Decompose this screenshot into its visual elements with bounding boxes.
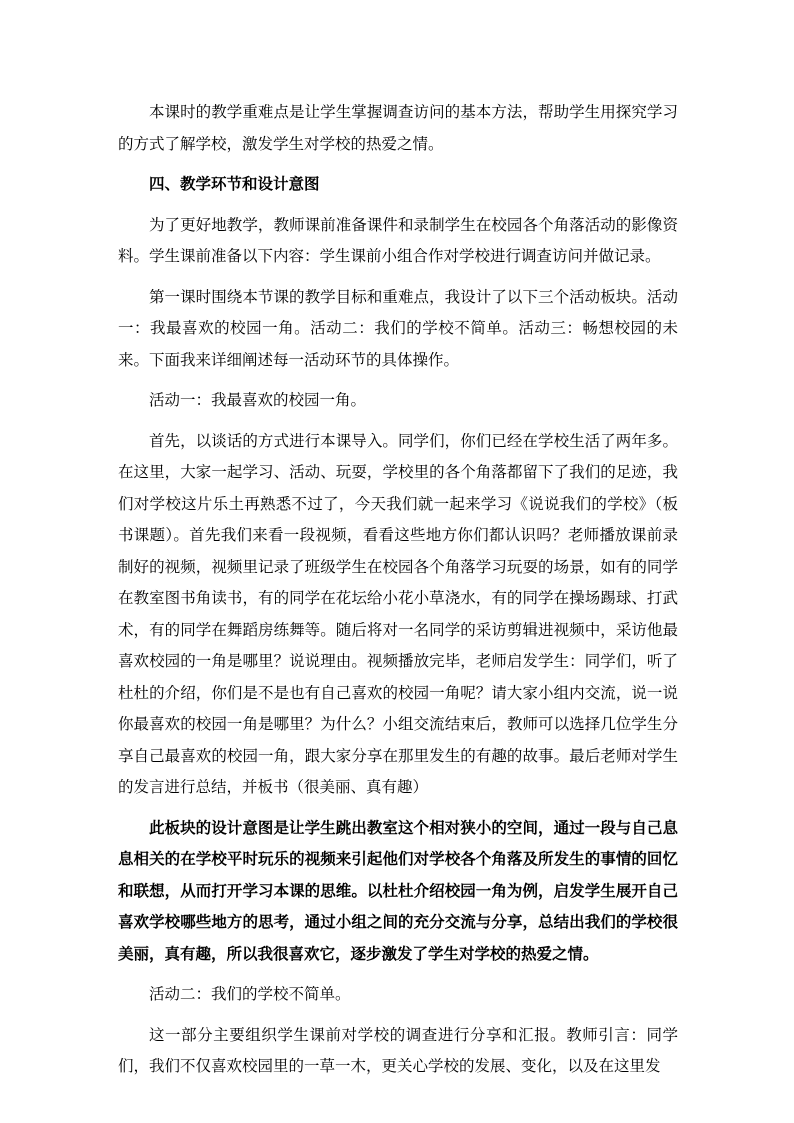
paragraph-design-intent: 此板块的设计意图是让学生跳出教室这个相对狭小的空间，通过一段与自己息息相关的在学校平时玩乐的视频来引起他们对学校各个角落及所发生的事情的回忆和联想，从而打开学习本课的思维。以杜杜介绍校园一角为例，启发学生展开自己喜欢学校哪些地方的思考，通过小组之间的充分交流与分享，总结出我们的学校很美丽，真有趣，所以我很喜欢它，逐步激发了学生对学校的热爱之情。	[118, 818, 678, 963]
paragraph-activity-overview: 第一课时围绕本节课的教学目标和重难点，我设计了以下三个活动板块。活动一：我最喜欢的校园一角。活动二：我们的学校不简单。活动三：畅想校园的未来。下面我来详细阐述每一活动环节的具体操作。	[118, 287, 678, 369]
paragraph-activity-two-title: 活动二：我们的学校不简单。	[149, 985, 351, 1003]
section-heading-teaching-steps: 四、教学环节和设计意图	[149, 175, 320, 193]
paragraph-preparation: 为了更好地教学，教师课前准备课件和录制学生在校园各个角落活动的影像资料。学生课前准备以下内容：学生课前小组合作对学校进行调查访问并做记录。	[118, 215, 678, 265]
document-body	[118, 97, 678, 1083]
paragraph-activity-two-detail: 这一部分主要组织学生课前对学校的调查进行分享和汇报。教师引言：同学们，我们不仅喜欢校园里的一草一木，更关心学校的发展、变化，以及在这里发	[118, 1025, 678, 1075]
paragraph-activity-one-detail: 首先，以谈话的方式进行本课导入。同学们，你们已经在学校生活了两年多。在这里，大家一起学习、活动、玩耍，学校里的各个角落都留下了我们的足迹，我们对学校这片乐土再熟悉不过了，今天我们就一起来学习《说说我们的学校》（板书课题）。首先我们来看一段视频，看看这些地方你们都认识吗？老师播放课前录制好的视频，视频里记录了班级学生在校园各个角落学习玩耍的场景，如有的同学在教室图书角读书，有的同学在花坛给小花小草浇水，有的同学在操场踢球、打武术，有的同学在舞蹈房练舞等。随后将对一名同学的采访剪辑进视频中，采访他最喜欢校园的一角是哪里？说说理由。视频播放完毕，老师启发学生：同学们，听了杜杜的介绍，你们是不是也有自己喜欢的校园一角呢？请大家小组内交流，说一说你最喜欢的校园一角是哪里？为什么？小组交流结束后，教师可以选择几位学生分享自己最喜欢的校园一角，跟大家分享在那里发生的有趣的故事。最后老师对学生的发言进行总结，并板书（很美丽、真有趣）	[118, 431, 678, 796]
paragraph-activity-one-title: 活动一：我最喜欢的校园一角。	[149, 391, 367, 409]
paragraph-teaching-difficulties: 本课时的教学重难点是让学生掌握调查访问的基本方法，帮助学生用探究学习的方式了解学校，激发学生对学校的热爱之情。	[118, 103, 678, 153]
